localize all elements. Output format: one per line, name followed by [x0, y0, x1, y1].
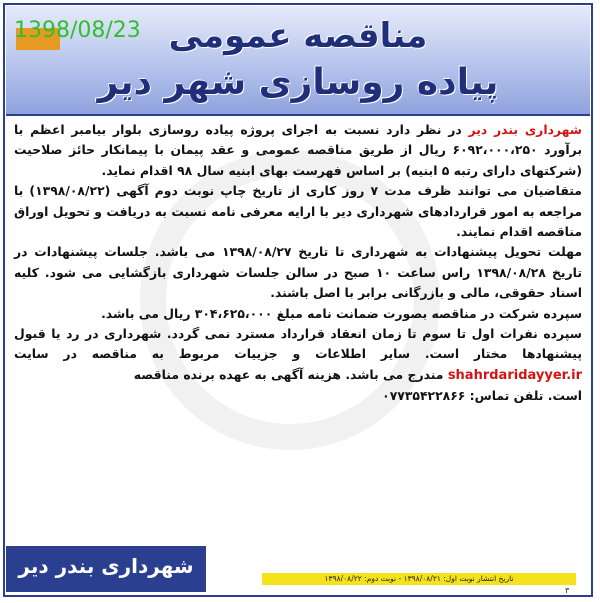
footer-organization-name: شهرداری بندر دیر [18, 554, 194, 578]
paragraph-2: متقاضیان می توانند ظرف مدت ۷ روز کاری از تاریخ چاپ نوبت دوم آگهی (۱۳۹۸/۰۸/۲۲) با مراجعه به امور قراردادهای شهرداری دیر با ارایه معرفی نامه نسبت به دریافت و تحویل اوراق مناقصه اقدام نمایند. [14, 183, 582, 240]
paragraph-1-text: در نظر دارد نسبت به اجرای پروژه پیاده روسازی بلوار بیامبر اعظم با برآورد ۶۰۹۲،۰۰۰،۲۵۰ ریال از طریق مناقصه عمومی و عقد پیمان با پیمانکار حائز صلاحیت (شرکتهای دارای رتبه ۵ ابنیه) بر اساس فهرست بهای ابنیه سال ۹۸ اقدام نماید. [14, 122, 582, 178]
paragraph-4: سپرده شرکت در مناقصه بصورت ضمانت نامه مبلغ ۳۰۴،۶۲۵،۰۰۰ ریال می باشد. [101, 305, 582, 321]
page-number: ۳ [565, 586, 570, 595]
website-link[interactable]: shahrdaridayyer.ir [447, 367, 582, 383]
paragraph-5 [14, 324, 582, 386]
stamp-date: 1398/08/23 [14, 18, 141, 43]
notice-title: مناقصه عمومی [168, 16, 428, 56]
paragraph-3: مهلت تحویل پیشنهادات به شهرداری تا تاریخ ۱۳۹۸/۰۸/۲۷ می باشد. جلسات پیشنهادات در تاریخ ۱۳۹۸/۰۸/۲۸ راس ساعت ۱۰ صبح در سالن جلسات شهرداری بازگشایی می شود. کلیه اسناد حقوقی، مالی و بازرگانی برابر با اصل باشند. [14, 244, 582, 301]
footer-organization-box [6, 546, 206, 592]
notice-header [6, 6, 590, 116]
notice-body [14, 120, 582, 560]
contact-line: است. تلفن تماس: ۰۷۷۳۵۴۲۲۸۶۶ [382, 388, 582, 404]
paragraph-5-text: سپرده نفرات اول تا سوم تا زمان انعقاد قرارداد مسترد نمی گردد. شهرداری در رد یا قبول پیشنهادها مختار است. سایر اطلاعات و جزییات مربوط به مناقصه در سایت [14, 326, 582, 362]
publication-dates-bar: تاریخ انتشار نوبت اول: ۱۳۹۸/۰۸/۲۱ - نوبت دوم: ۱۳۹۸/۰۸/۲۲ [262, 573, 576, 585]
organization-name: شهرداری بندر دیر [468, 122, 582, 137]
paragraph-5-tail: مندرج می باشد. هزینه آگهی به عهده برنده مناقصه [133, 366, 444, 382]
paragraph-1 [14, 120, 582, 181]
notice-subtitle: پیاده روسازی شهر دیر [97, 62, 499, 103]
